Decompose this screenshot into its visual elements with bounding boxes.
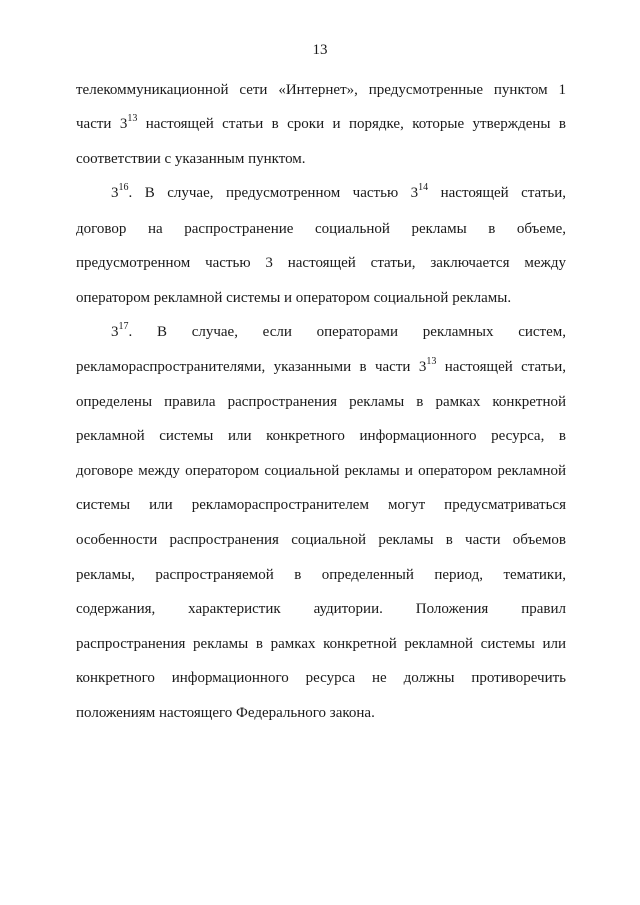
- text-fragment: части 3: [76, 116, 128, 132]
- text-fragment: настоящей статьи в сроки и порядке, которые утверждены в: [137, 116, 566, 132]
- text-line: предусмотренном частью 3 настоящей статьи, заключается между: [76, 255, 566, 271]
- text-line: [76, 356, 566, 378]
- text-line: соответствии с указанным пунктом.: [76, 151, 306, 167]
- paragraph-3-17-first-line: [111, 321, 566, 343]
- text-line: рекламной системы или конкретного информационного ресурса, в: [76, 428, 566, 444]
- text-fragment: 3: [111, 185, 119, 201]
- superscript: 16: [118, 182, 129, 193]
- page-number: 13: [312, 42, 328, 58]
- text-line: положениям настоящего Федерального закона.: [76, 705, 375, 721]
- text-line: распространения рекламы в рамках конкретной рекламной системы или: [76, 636, 566, 652]
- text-fragment: настоящей статьи,: [436, 359, 566, 375]
- text-line: оператором рекламной системы и оператором социальной рекламы.: [76, 290, 512, 306]
- text-line: договор на распространение социальной рекламы в объеме,: [76, 221, 566, 237]
- text-line: содержания, характеристик аудитории. Положения правил: [76, 601, 566, 617]
- superscript: 14: [418, 182, 429, 193]
- superscript: 13: [426, 356, 437, 367]
- text-line: телекоммуникационной сети «Интернет», предусмотренные пунктом 1: [76, 82, 566, 98]
- text-fragment: 3: [111, 324, 119, 340]
- text-fragment: . В случае, предусмотренном частью 3: [128, 185, 419, 201]
- text-line: особенности распространения социальной рекламы в части объемов: [76, 532, 566, 548]
- text-line: рекламы, распространяемой в определенный период, тематики,: [76, 567, 566, 583]
- superscript: 17: [118, 321, 129, 332]
- text-line: определены правила распространения рекламы в рамках конкретной: [76, 394, 566, 410]
- text-fragment: . В случае, если операторами рекламных систем,: [128, 324, 566, 340]
- text-line: системы или рекламораспространителем могут предусматриваться: [76, 497, 566, 513]
- text-line: [76, 113, 566, 135]
- text-fragment: настоящей статьи,: [428, 185, 567, 201]
- superscript: 13: [127, 113, 138, 124]
- text-line: конкретного информационного ресурса не должны противоречить: [76, 670, 566, 686]
- text-fragment: рекламораспространителями, указанными в части 3: [76, 359, 427, 375]
- paragraph-3-16-first-line: [111, 182, 566, 204]
- text-line: договоре между оператором социальной рекламы и оператором рекламной: [76, 463, 566, 479]
